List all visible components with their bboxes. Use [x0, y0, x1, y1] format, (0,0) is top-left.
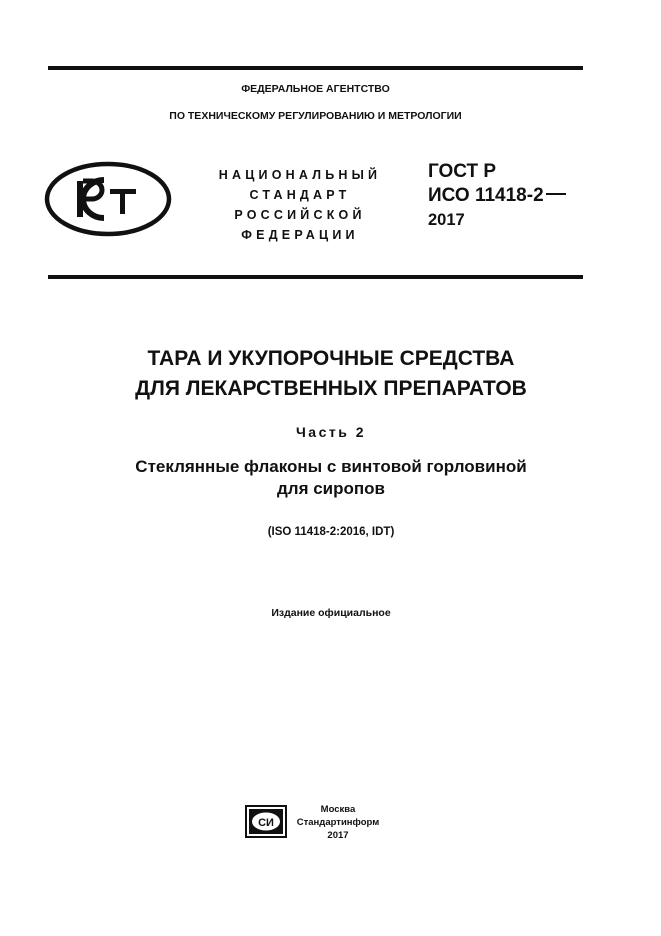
publisher-year: 2017: [327, 830, 349, 841]
publisher-city: Москва: [320, 804, 356, 815]
designation-line-2: ИСО 11418-2: [428, 185, 544, 206]
document-subtitle: [48, 456, 614, 500]
national-line-2: СТАНДАРТ: [249, 188, 351, 202]
subtitle-line-2: для сиропов: [276, 479, 385, 498]
document-title: [48, 344, 614, 404]
publisher-logo-text: СИ: [258, 817, 274, 829]
agency-line-1: ФЕДЕРАЛЬНОЕ АГЕНТСТВО: [241, 83, 390, 95]
edition-label: Издание официальное: [271, 607, 391, 619]
national-line-4: ФЕДЕРАЦИИ: [241, 228, 359, 242]
title-line-2: ДЛЯ ЛЕКАРСТВЕННЫХ ПРЕПАРАТОВ: [135, 377, 527, 400]
national-standard-label: [208, 165, 392, 245]
bottom-rule: [48, 275, 583, 279]
national-line-1: НАЦИОНАЛЬНЫЙ: [218, 168, 382, 182]
subtitle-line-1: Стеклянные флаконы с винтовой горловиной: [135, 457, 527, 476]
standartinform-logo-icon: [245, 805, 287, 838]
designation-line-1: ГОСТ Р: [428, 161, 497, 182]
iso-reference: (ISO 11418-2:2016, IDT): [267, 526, 395, 538]
national-line-3: РОССИЙСКОЙ: [234, 208, 366, 222]
designation-dash: [546, 193, 566, 195]
gost-r-logo-icon: [44, 160, 172, 238]
agency-line-2: ПО ТЕХНИЧЕСКОМУ РЕГУЛИРОВАНИЮ И МЕТРОЛОГИИ: [169, 110, 462, 122]
publisher-name: Стандартинформ: [296, 817, 380, 828]
designation-year: 2017: [428, 211, 465, 229]
top-rule: [48, 66, 583, 70]
title-line-1: ТАРА И УКУПОРОЧНЫЕ СРЕДСТВА: [147, 347, 515, 370]
publisher-info: [296, 803, 380, 842]
part-label: Часть 2: [295, 424, 367, 440]
standard-designation: [428, 160, 566, 232]
